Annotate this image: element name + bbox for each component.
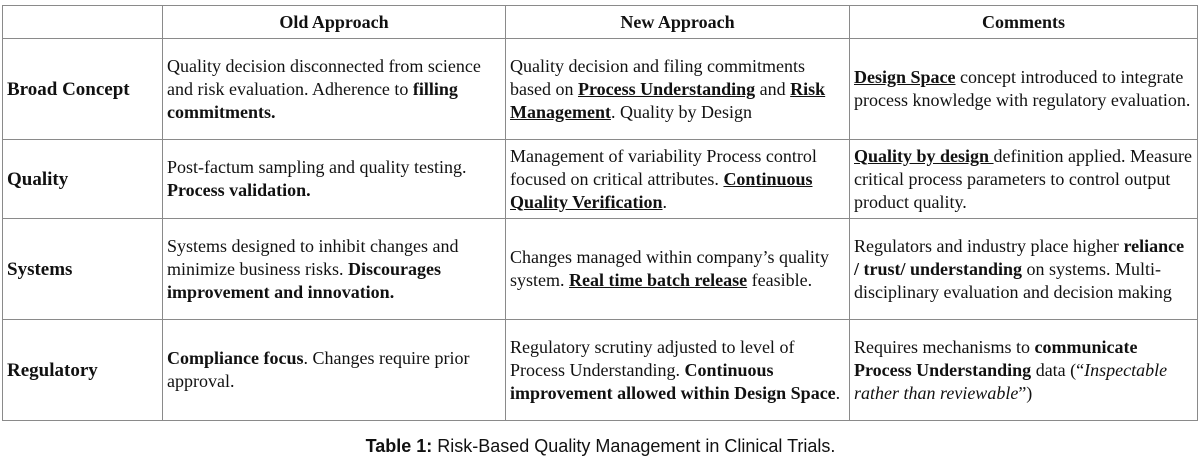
cell-bold-underlined-text: Real time batch release xyxy=(569,270,748,290)
cell-text: ”) xyxy=(1018,382,1033,403)
cell-text: and xyxy=(755,78,791,99)
old-approach-cell xyxy=(163,140,506,219)
cell-text: . xyxy=(662,191,667,212)
cell-bold-text: Process validation. xyxy=(167,180,311,200)
header-old-approach: Old Approach xyxy=(163,6,506,39)
cell-text: Quality decision and filing commitments based on xyxy=(510,55,805,99)
cell-text: . xyxy=(835,382,841,403)
caption-text: Risk-Based Quality Management in Clinical Trials. xyxy=(432,436,836,456)
row-label: Regulatory xyxy=(3,320,163,421)
cell-bold-underlined-text: Continuous Quality Verification xyxy=(510,168,813,212)
table-row-broad-concept xyxy=(3,39,1198,140)
new-approach-cell xyxy=(506,39,850,140)
header-empty xyxy=(3,6,163,39)
table-header-row xyxy=(3,6,1198,39)
row-label: Broad Concept xyxy=(3,39,163,140)
table-caption xyxy=(0,436,1201,457)
old-approach-cell xyxy=(163,219,506,320)
cell-bold-text: reliance / trust/ understanding xyxy=(854,235,1185,279)
cell-text: feasible. xyxy=(747,270,813,290)
comparison-table-container xyxy=(2,5,1197,421)
comments-cell xyxy=(850,39,1198,140)
cell-text: Regulators and industry place higher xyxy=(854,235,1124,256)
cell-bold-text: communicate Process Understanding xyxy=(854,336,1138,380)
cell-text: Requires mechanisms to xyxy=(854,336,1035,357)
row-label: Systems xyxy=(3,219,163,320)
cell-text: definition applied. Measure critical process parameters to control output product quality. xyxy=(854,145,1192,212)
cell-text: Post-factum sampling and quality testing. xyxy=(167,157,467,177)
cell-text: Regulatory scrutiny adjusted to level of Process Understanding. xyxy=(510,336,795,380)
cell-text: Systems designed to inhibit changes and minimize business risks. xyxy=(167,235,459,279)
cell-text: Management of variability Process control focused on critical attributes. xyxy=(510,145,817,189)
old-approach-cell xyxy=(163,320,506,421)
new-approach-cell xyxy=(506,320,850,421)
comments-cell xyxy=(850,320,1198,421)
cell-text: data (“ xyxy=(1031,359,1085,380)
cell-bold-text: Compliance focus xyxy=(167,348,304,368)
cell-text: Changes managed within company’s quality system. xyxy=(510,247,829,290)
comments-cell xyxy=(850,140,1198,219)
cell-bold-text: Continuous improvement allowed within Design Space xyxy=(510,359,836,403)
cell-text: on systems. Multi-disciplinary evaluation and decision making xyxy=(854,258,1172,302)
caption-label: Table 1: xyxy=(365,436,433,456)
cell-italic-text: Inspectable rather than reviewable xyxy=(854,359,1168,403)
table-row-systems xyxy=(3,219,1198,320)
comparison-table xyxy=(2,5,1198,421)
cell-text: . Quality by Design xyxy=(610,101,752,122)
cell-bold-text: Discourages improvement and innovation. xyxy=(167,258,441,302)
new-approach-cell xyxy=(506,219,850,320)
cell-bold-underlined-text: Risk Management xyxy=(510,78,826,122)
table-row-quality xyxy=(3,140,1198,219)
row-label: Quality xyxy=(3,140,163,219)
cell-bold-underlined-text: Quality by design xyxy=(854,145,994,166)
header-new-approach: New Approach xyxy=(506,6,850,39)
new-approach-cell xyxy=(506,140,850,219)
header-comments: Comments xyxy=(850,6,1198,39)
cell-bold-underlined-text: Process Understanding xyxy=(577,78,756,99)
cell-text: . Changes require prior approval. xyxy=(167,348,470,391)
old-approach-cell xyxy=(163,39,506,140)
cell-text: concept introduced to integrate process knowledge with regulatory evaluation. xyxy=(854,67,1191,110)
table-row-regulatory xyxy=(3,320,1198,421)
cell-bold-text: filling commitments. xyxy=(167,78,458,122)
cell-text: Quality decision disconnected from science and risk evaluation. Adherence to xyxy=(167,55,481,99)
comments-cell xyxy=(850,219,1198,320)
cell-bold-underlined-text: Design Space xyxy=(854,67,956,87)
